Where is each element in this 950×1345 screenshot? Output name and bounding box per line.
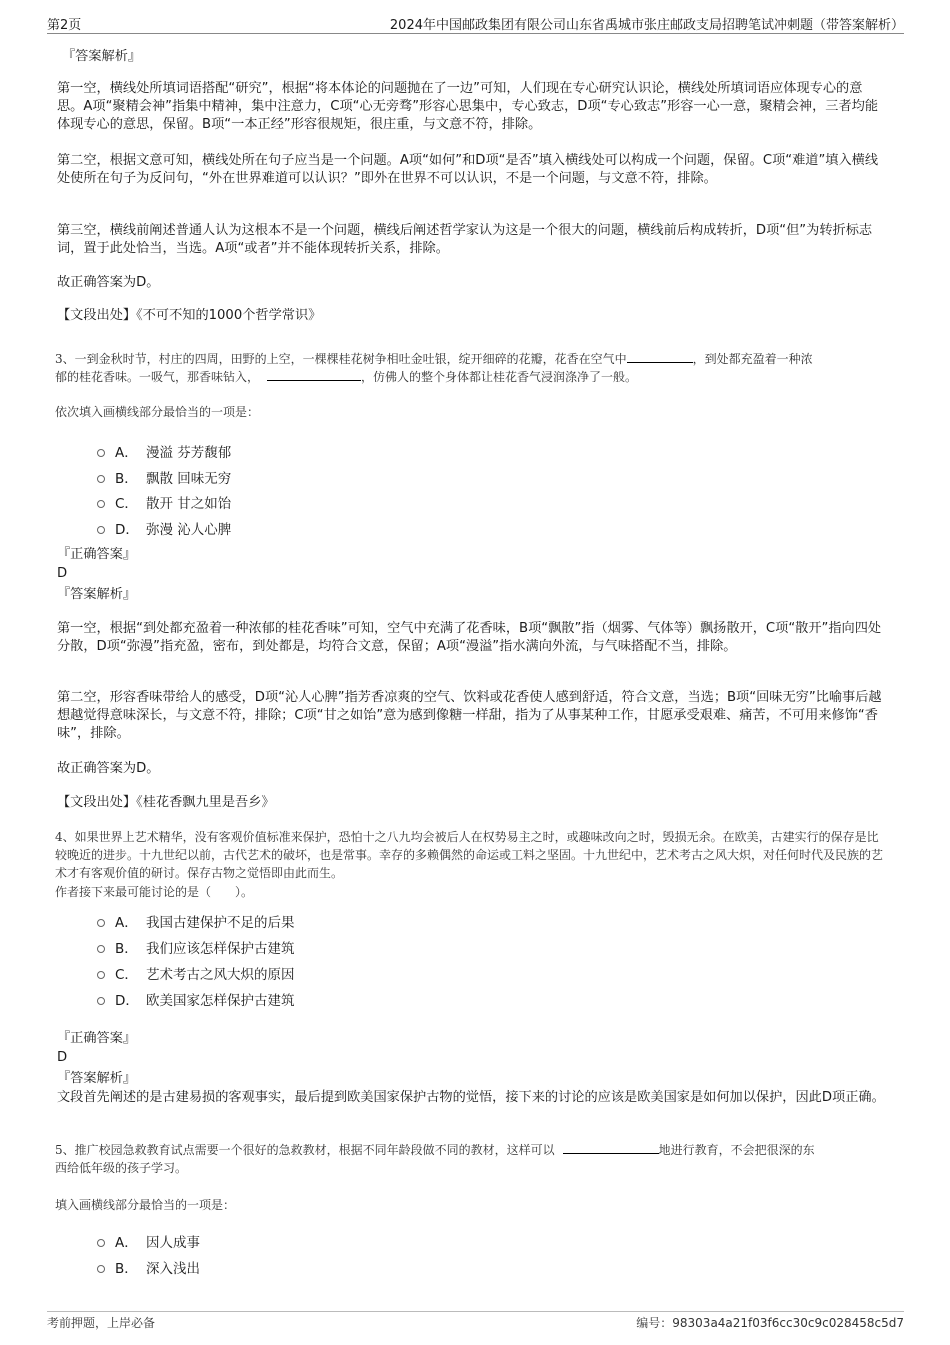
q4-analysis-label: 『答案解析』 — [57, 1071, 137, 1086]
q5-stem-part3: 西给低年级的孩子学习。 — [55, 1161, 188, 1175]
q3-source: 【文段出处】《桂花香飘九里是吾乡》 — [57, 795, 275, 810]
q3-stem-part3: 郁的桂花香味。一吸气，那香味钻入， — [55, 370, 260, 384]
option-letter: D． — [115, 993, 139, 1009]
option-text: 深入浅出 — [146, 1261, 200, 1277]
q4-option-d[interactable] — [97, 989, 295, 1009]
option-letter: B． — [115, 471, 138, 487]
option-text: 艺术考古之风大炽的原因 — [146, 967, 295, 983]
q2-analysis-p1: 第一空，横线处所填词语搭配“研究”，根据“将本体论的问题抛在了一边”可知，人们现在专心研究认识论，横线处所填词语应体现专心的意思。A项“聚精会神”指集中精神，集中注意力，C项“心无旁骛”形容心思集中，专心致志，D项“专心致志”形容一心一意，聚精会神，三者均能体现专心的意思，保留。B项“一本正经”形容很规矩，很庄重，与文意不符，排除。 — [57, 81, 879, 132]
q2-analysis-p2: 第二空，根据文意可知，横线处所在句子应当是一个问题。A项“如何”和D项“是否”填入横线处可以构成一个问题，保留。C项“难道”填入横线处使所在句子为反问句，“外在世界难道可以认识？”即外在世界不可以认识，不是一个问题，与文意不符，排除。 — [57, 153, 879, 186]
radio-icon[interactable] — [97, 1239, 105, 1247]
option-text: 漫溢 芬芳馥郁 — [146, 445, 232, 461]
q3-stem-part2: ，到处都充盈着一种浓 — [692, 352, 813, 366]
radio-icon[interactable] — [97, 526, 105, 534]
option-letter: A． — [115, 915, 138, 931]
q4-prompt: 作者接下来最可能讨论的是（ ）。 — [55, 885, 254, 899]
q4-stem: 4、如果世界上艺术精华，没有客观价值标准来保护，恐怕十之八九均会被后人在权势易主之时，或趣味改向之时，毁损无余。在欧美，古建实行的保存是比较晚近的进步。十九世纪以前，古代艺术的破坏，也是常事。幸存的多赖偶然的命运或工料之坚固。十九世纪中，艺术考古之风大炽，对任何时代及民族的艺术才有客观价值的研讨。保存古物之觉悟即由此而生。 — [55, 830, 884, 880]
q3-prompt: 依次填入画横线部分最恰当的一项是： — [55, 405, 260, 419]
q3-conclusion: 故正确答案为D。 — [57, 761, 160, 776]
footer-divider — [47, 1311, 904, 1312]
header-divider — [47, 33, 904, 34]
option-text: 飘散 回味无穷 — [146, 471, 232, 487]
radio-icon[interactable] — [97, 449, 105, 457]
q2-source: 【文段出处】《不可不知的1000个哲学常识》 — [57, 308, 322, 323]
option-letter: A． — [115, 1235, 138, 1251]
q4-answer: D — [57, 1050, 68, 1065]
q4-analysis: 文段首先阐述的是古建易损的客观事实，最后提到欧美国家保护古物的觉悟，接下来的讨论的应该是欧美国家是如何加以保护，因此D项正确。 — [57, 1090, 885, 1105]
q3-blank-1 — [627, 350, 693, 363]
q3-option-b[interactable] — [97, 467, 231, 487]
q3-answer: D — [57, 566, 68, 581]
radio-icon[interactable] — [97, 919, 105, 927]
q4-option-a[interactable] — [97, 911, 295, 931]
q3-option-d[interactable] — [97, 518, 231, 538]
radio-icon[interactable] — [97, 945, 105, 953]
option-letter: A． — [115, 445, 138, 461]
option-letter: C． — [115, 496, 138, 512]
radio-icon[interactable] — [97, 1265, 105, 1273]
option-letter: B． — [115, 1261, 138, 1277]
option-text: 弥漫 沁人心脾 — [146, 522, 232, 538]
radio-icon[interactable] — [97, 475, 105, 483]
q3-stem-part4: ，仿佛人的整个身体都让桂花香气浸润涤净了一般。 — [361, 370, 638, 384]
option-text: 散开 甘之如饴 — [146, 496, 232, 512]
option-letter: B． — [115, 941, 138, 957]
q4-option-c[interactable] — [97, 963, 295, 983]
q3-option-a[interactable] — [97, 441, 231, 461]
q3-analysis-p2: 第二空，形容香味带给人的感受，D项“沁人心脾”指芳香凉爽的空气、饮料或花香使人感到舒适，符合文意，当选；B项“回味无穷”比喻事后越想越觉得意味深长，与文意不符，排除；C项“甘之如饴”意为感到像糖一样甜，指为了从事某种工作，甘愿承受艰难、痛苦，不可用来修饰“香味”，排除。 — [57, 690, 882, 741]
document-code — [636, 1314, 904, 1331]
code-label: 编号： — [636, 1316, 673, 1330]
q3-stem — [55, 350, 885, 386]
option-text: 因人成事 — [146, 1235, 200, 1251]
q4-answer-label: 『正确答案』 — [57, 1031, 137, 1046]
q3-analysis-label: 『答案解析』 — [57, 587, 137, 602]
option-text: 我国古建保护不足的后果 — [146, 915, 295, 931]
code-value: 98303a4a21f03f6cc30c9c028458c5d7 — [672, 1316, 904, 1330]
q5-stem-part1: 5、推广校园急救教育试点需要一个很好的急救教材，根据不同年龄段做不同的教材，这样可以 — [55, 1143, 555, 1157]
q3-answer-label: 『正确答案』 — [57, 547, 137, 562]
option-letter: C． — [115, 967, 138, 983]
q5-blank — [563, 1141, 659, 1154]
option-letter: D． — [115, 522, 139, 538]
q5-option-a[interactable] — [97, 1231, 200, 1251]
q5-stem — [55, 1141, 885, 1177]
q2-analysis-label: 『答案解析』 — [62, 49, 142, 64]
q3-option-c[interactable] — [97, 492, 231, 512]
q3-blank-2 — [267, 368, 361, 381]
q3-stem-part1: 3、一到金秋时节，村庄的四周，田野的上空，一棵棵桂花树争相吐金吐银，绽开细碎的花瓣，花香在空气中 — [55, 352, 627, 366]
radio-icon[interactable] — [97, 997, 105, 1005]
q3-analysis-p1: 第一空，根据“到处都充盈着一种浓郁的桂花香味”可知，空气中充满了花香味，B项“飘散”指（烟雾、气体等）飘扬散开，C项“散开”指向四处分散，D项“弥漫”指充盈，密布，到处都是，均符合文意，保留；A项“漫溢”指水满向外流，与气味搭配不当，排除。 — [57, 621, 882, 654]
q5-stem-part2: 地进行教育，不会把很深的东 — [658, 1143, 815, 1157]
q5-option-b[interactable] — [97, 1257, 200, 1277]
radio-icon[interactable] — [97, 971, 105, 979]
q2-conclusion: 故正确答案为D。 — [57, 275, 160, 290]
page-number: 第2页 — [47, 18, 82, 33]
option-text: 我们应该怎样保护古建筑 — [146, 941, 295, 957]
q5-prompt: 填入画横线部分最恰当的一项是： — [55, 1198, 236, 1212]
option-text: 欧美国家怎样保护古建筑 — [146, 993, 295, 1009]
document-title: 2024年中国邮政集团有限公司山东省禹城市张庄邮政支局招聘笔试冲刺题（带答案解析） — [389, 18, 904, 33]
q4-option-b[interactable] — [97, 937, 295, 957]
radio-icon[interactable] — [97, 500, 105, 508]
footer-slogan: 考前押题，上岸必备 — [47, 1316, 156, 1330]
q2-analysis-p3: 第三空，横线前阐述普通人认为这根本不是一个问题，横线后阐述哲学家认为这是一个很大的问题，横线前后构成转折，D项“但”为转折标志词，置于此处恰当，当选。A项“或者”并不能体现转折关系，排除。 — [57, 223, 873, 256]
